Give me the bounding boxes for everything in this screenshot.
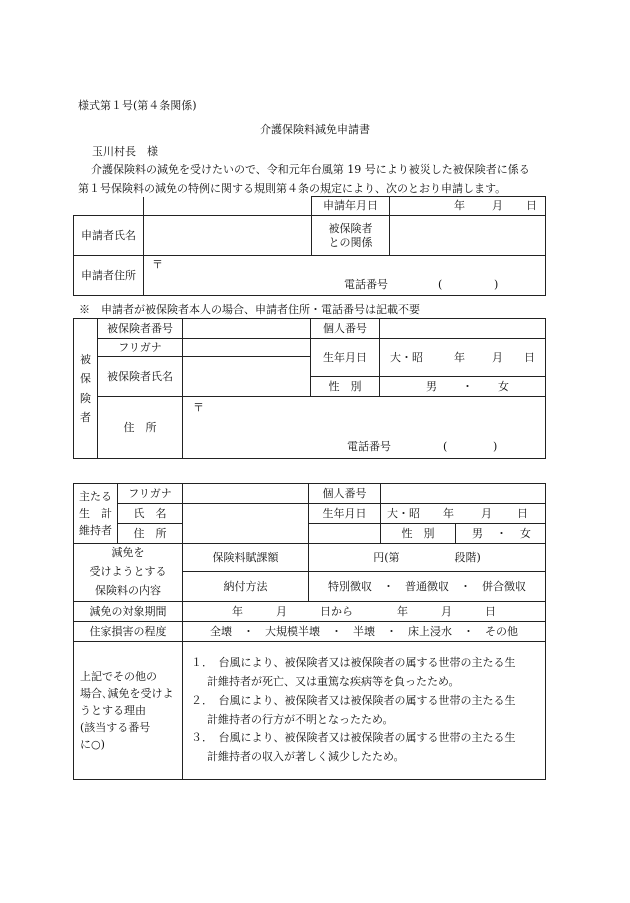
section-line: 生 計 (79, 506, 112, 520)
householder-furigana-label: フリガナ (118, 484, 183, 504)
note: ※ 申請者が被保険者本人の場合、申請者住所・電話番号は記載不要 (79, 303, 420, 316)
era-option: 大・昭 (387, 506, 420, 520)
furigana-label: フリガナ (98, 339, 183, 357)
sex-male: 男 (472, 526, 483, 540)
reason-label-line: 上記でその他の (80, 669, 157, 683)
birthdate-label: 生年月日 (311, 339, 380, 377)
reason-item-3[interactable]: ３． 台風により、被保険者又は被保険者の属する世帯の主たる生 (191, 731, 516, 745)
sex-dot: ・ (496, 526, 507, 540)
payment-label: 納付方法 (183, 572, 309, 602)
reason-item-1[interactable]: １． 台風により、被保険者又は被保険者の属する世帯の主たる生 (191, 655, 516, 669)
furigana-field[interactable] (183, 339, 311, 357)
date-day: 日 (526, 199, 537, 212)
premium-label-line: 減免を (111, 546, 145, 560)
form-number: 様式第１号(第４条関係) (78, 99, 197, 112)
householder-furigana-field[interactable] (183, 484, 309, 504)
applicant-table (73, 196, 546, 296)
reason-label (74, 642, 183, 780)
householder-sex-field[interactable] (456, 524, 546, 544)
insured-number-label: 被保険者番号 (98, 319, 183, 339)
phone-paren-open: ( (438, 278, 443, 291)
assessed-value[interactable]: 円(第 段階) (309, 544, 546, 572)
birth-month: 月 (492, 350, 503, 364)
insured-name-label: 被保険者氏名 (98, 357, 183, 397)
birth-year: 年 (443, 506, 454, 520)
reason-label-line: 場合､減免を受けよ (80, 686, 174, 700)
personal-no-field[interactable] (380, 319, 546, 339)
birthdate-field[interactable] (380, 339, 546, 377)
insured-address-label: 住 所 (98, 397, 183, 459)
householder-birthdate-field[interactable] (381, 504, 546, 524)
householder-table (73, 483, 546, 780)
insured-table (73, 318, 546, 459)
sex-male: 男 (426, 379, 437, 393)
period-label: 減免の対象期間 (74, 602, 183, 622)
era-option: 大・昭 (390, 350, 423, 364)
postal-mark: 〒 (152, 258, 163, 271)
householder-name-field[interactable] (183, 504, 309, 544)
assessed-label: 保険料賦課額 (183, 544, 309, 572)
date-month: 月 (492, 199, 503, 212)
householder-birthdate-label: 生年月日 (309, 504, 381, 524)
premium-label-line: 保険料の内容 (95, 583, 161, 597)
insured-section-label (74, 319, 98, 459)
birth-day: 日 (524, 350, 535, 364)
personal-no-label: 個人番号 (311, 319, 380, 339)
relation-label-line-1: 被保険者 (328, 221, 373, 235)
applicant-phone-label: 電話番号 (344, 278, 388, 291)
postal-mark: 〒 (193, 401, 204, 414)
date-field[interactable] (390, 197, 546, 216)
section-line: 主たる (79, 489, 112, 503)
sex-label: 性 別 (311, 377, 380, 397)
householder-address-label: 住 所 (118, 524, 183, 544)
phone-paren-open: ( (443, 440, 448, 453)
applicant-address-field[interactable] (144, 256, 546, 296)
date-label: 申請年月日 (312, 197, 390, 216)
intro-line-2: 第１号保険料の減免の特例に関する規則第４条の規定により、次のとおり申請します。 (78, 182, 507, 195)
sex-field[interactable] (380, 377, 546, 397)
phone-paren-close: ) (494, 278, 499, 291)
reason-label-line: うとする理由 (80, 703, 146, 717)
birth-year: 年 (454, 350, 465, 364)
householder-address-field[interactable] (309, 524, 381, 544)
householder-personal-no-label: 個人番号 (309, 484, 381, 504)
section-char: 者 (80, 410, 91, 424)
form-title: 介護保険料減免申請書 (260, 123, 370, 136)
insured-address-field[interactable] (183, 397, 546, 459)
reason-item-2[interactable]: ２． 台風により、被保険者又は被保険者の属する世帯の主たる生 (191, 693, 516, 707)
insured-phone-label: 電話番号 (347, 440, 391, 453)
relation-field[interactable] (390, 216, 546, 256)
sex-dot: ・ (462, 379, 473, 393)
householder-section-label (74, 484, 118, 544)
section-line: 維持者 (79, 524, 112, 538)
reason-item-1-cont: 計維持者が死亡、又は重篤な疾病等を負ったため。 (207, 674, 460, 688)
premium-label-line: 受けようとする (89, 565, 167, 579)
reason-item-2-cont: 計維持者の行方が不明となったため。 (207, 712, 394, 726)
householder-name-label: 氏 名 (118, 504, 183, 524)
relation-label (312, 216, 390, 256)
phone-paren-close: ) (493, 440, 498, 453)
applicant-name-field[interactable] (144, 216, 312, 256)
intro-line-1: 介護保険料の減免を受けたいので、令和元年台風第 19 号により被災した被保険者に係る (91, 163, 530, 176)
section-char: 被 (80, 353, 91, 366)
damage-label: 住家損害の程度 (74, 622, 183, 642)
premium-label (74, 544, 183, 602)
insured-number-field[interactable] (183, 319, 311, 339)
reason-label-line: (該当する番号 (80, 721, 151, 735)
householder-personal-no-field[interactable] (381, 484, 546, 504)
householder-sex-label: 性 別 (381, 524, 456, 544)
applicant-name-label: 申請者氏名 (74, 216, 144, 256)
date-year: 年 (454, 199, 465, 212)
payment-options[interactable]: 特別徴収 ・ 普通徴収 ・ 併合徴収 (309, 572, 546, 602)
addressee: 玉川村長 様 (92, 145, 158, 158)
reason-options[interactable] (183, 642, 546, 780)
reason-label-line: に○) (80, 738, 105, 752)
relation-label-line-2: との関係 (328, 235, 373, 249)
period-value[interactable]: 年 月 日から 年 月 日 (183, 602, 546, 622)
section-char: 険 (80, 391, 91, 405)
birth-day: 日 (517, 506, 528, 520)
damage-options[interactable]: 全壊 ・ 大規模半壊 ・ 半壊 ・ 床上浸水 ・ その他 (183, 622, 546, 642)
section-char: 保 (80, 372, 91, 386)
insured-name-field[interactable] (183, 357, 311, 397)
sex-female: 女 (498, 379, 509, 393)
applicant-address-label: 申請者住所 (74, 256, 144, 296)
sex-female: 女 (520, 526, 531, 540)
birth-month: 月 (481, 506, 492, 520)
reason-item-3-cont: 計維持者の収入が著しく減少したため。 (207, 750, 405, 764)
